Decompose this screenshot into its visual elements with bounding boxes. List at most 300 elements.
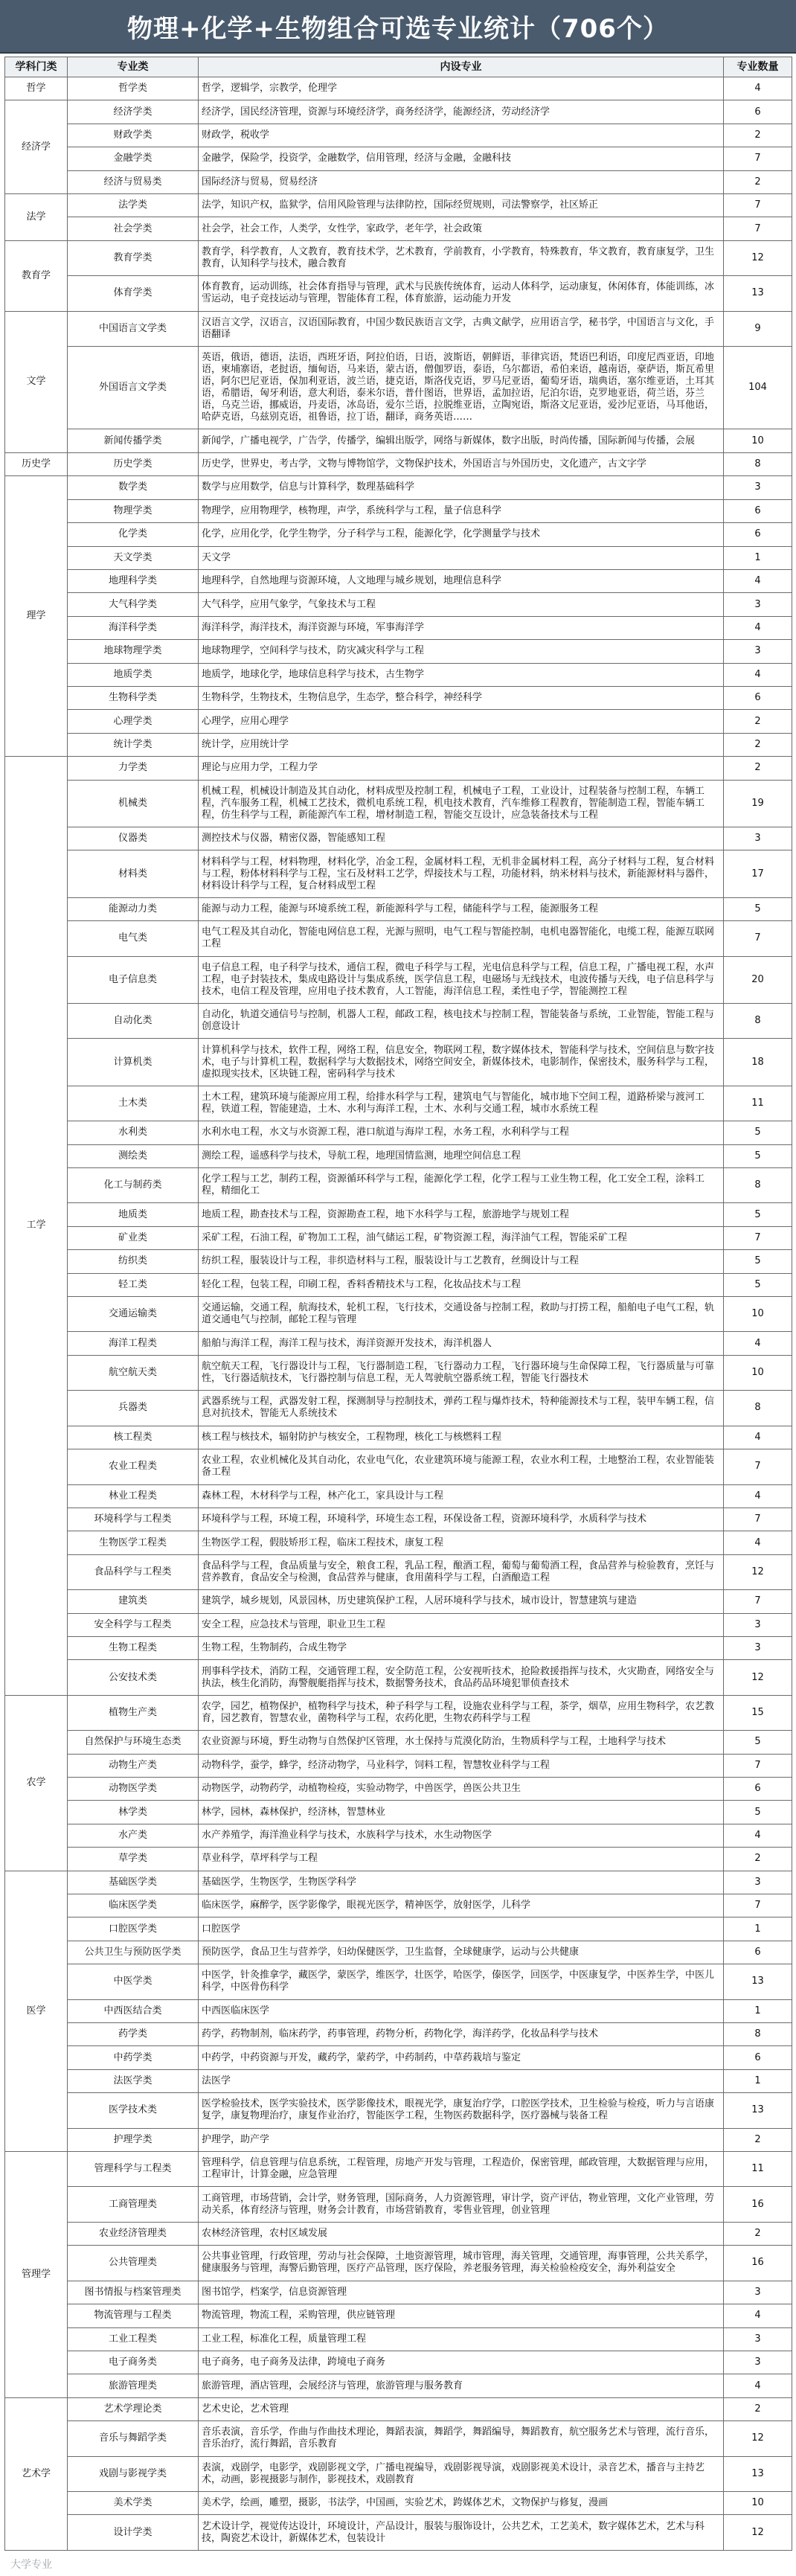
count-cell: 8 bbox=[724, 1391, 792, 1426]
count-cell: 4 bbox=[724, 1332, 792, 1355]
table-row bbox=[5, 147, 792, 170]
count-cell: 10 bbox=[724, 1355, 792, 1390]
category-cell: 经济学类 bbox=[68, 100, 199, 124]
majors-cell: 法医学 bbox=[199, 2069, 724, 2092]
count-cell: 4 bbox=[724, 1484, 792, 1508]
table-row bbox=[5, 1999, 792, 2022]
majors-cell: 农业资源与环境，野生动物与自然保护区管理，水土保持与荒漠化防治，生物质科学与工程，土地科学与技术 bbox=[199, 1731, 724, 1754]
majors-cell: 电子信息工程，电子科学与技术，通信工程，微电子科学与工程，光电信息科学与工程，信息工程，广播电视工程，水声工程，电子封装技术，集成电路设计与集成系统，医学信息工程，电磁场与无线技术，电波传播与天线，电子信息科学与技术，电信工程及管理，应用电子技术教育，人工智能，海洋信息工程，柔性电子学，智能测控工程 bbox=[199, 956, 724, 1003]
count-cell: 5 bbox=[724, 1250, 792, 1273]
table-row bbox=[5, 1484, 792, 1508]
table-row bbox=[5, 780, 792, 827]
table-row bbox=[5, 1355, 792, 1390]
count-cell: 2 bbox=[724, 2222, 792, 2245]
majors-cell: 预防医学，食品卫生与营养学，妇幼保健医学，卫生监督，全球健康学，运动与公共健康 bbox=[199, 1941, 724, 1964]
table-row bbox=[5, 1426, 792, 1449]
category-cell: 水利类 bbox=[68, 1121, 199, 1144]
majors-cell: 金融学，保险学，投资学，金融数学，信用管理，经济与金融，金融科技 bbox=[199, 147, 724, 170]
count-cell: 8 bbox=[724, 2023, 792, 2046]
category-cell: 中西医结合类 bbox=[68, 1999, 199, 2022]
category-cell: 公共卫生与预防医学类 bbox=[68, 1941, 199, 1964]
header-category: 专业类 bbox=[68, 57, 199, 77]
table-row bbox=[5, 1894, 792, 1917]
count-cell: 3 bbox=[724, 1636, 792, 1659]
category-cell: 中药学类 bbox=[68, 2046, 199, 2069]
count-cell: 7 bbox=[724, 1508, 792, 1531]
watermark: 大学专业 bbox=[10, 2559, 52, 2571]
majors-cell: 环境科学与工程，环境工程，环境科学，环境生态工程，环保设备工程，资源环境科学，水质科学与技术 bbox=[199, 1508, 724, 1531]
majors-cell: 美术学，绘画，雕塑，摄影，书法学，中国画，实验艺术，跨媒体艺术，文物保护与修复，漫画 bbox=[199, 2491, 724, 2514]
table-row bbox=[5, 1273, 792, 1296]
category-cell: 仪器类 bbox=[68, 827, 199, 850]
count-cell: 104 bbox=[724, 347, 792, 429]
majors-cell: 水产养殖学，海洋渔业科学与技术，水族科学与技术，水生动物医学 bbox=[199, 1824, 724, 1847]
table-row bbox=[5, 640, 792, 663]
count-cell: 16 bbox=[724, 2246, 792, 2281]
majors-cell: 经济学，国民经济管理，资源与环境经济学，商务经济学，能源经济，劳动经济学 bbox=[199, 100, 724, 124]
count-cell: 10 bbox=[724, 2491, 792, 2514]
table-row bbox=[5, 2515, 792, 2550]
category-cell: 音乐与舞蹈学类 bbox=[68, 2421, 199, 2456]
table-row bbox=[5, 2327, 792, 2351]
majors-cell: 地球物理学，空间科学与技术，防灾减灾科学与工程 bbox=[199, 640, 724, 663]
discipline-cell: 历史学 bbox=[5, 452, 68, 475]
count-cell: 20 bbox=[724, 956, 792, 1003]
table-row bbox=[5, 1848, 792, 1871]
table-row bbox=[5, 1613, 792, 1636]
table-row bbox=[5, 1731, 792, 1754]
category-cell: 图书情报与档案管理类 bbox=[68, 2281, 199, 2304]
category-cell: 环境科学与工程类 bbox=[68, 1508, 199, 1531]
table-row bbox=[5, 499, 792, 522]
category-cell: 外国语言文学类 bbox=[68, 347, 199, 429]
majors-cell: 计算机科学与技术，软件工程，网络工程，信息安全，物联网工程，数字媒体技术，智能科学与技术，空间信息与数字技术，电子与计算机工程，数据科学与大数据技术，网络空间安全，新媒体技术，电影制作，保密技术，服务科学与工程，虚拟现实技术，区块链工程，密码科学与技术 bbox=[199, 1039, 724, 1086]
table-row bbox=[5, 1590, 792, 1613]
category-cell: 海洋工程类 bbox=[68, 1332, 199, 1355]
table-row bbox=[5, 2222, 792, 2245]
count-cell: 11 bbox=[724, 1086, 792, 1121]
majors-cell: 建筑学，城乡规划，风景园林，历史建筑保护工程，人居环境科学与技术，城市设计，智慧建筑与建造 bbox=[199, 1590, 724, 1613]
majors-cell: 法学，知识产权，监狱学，信用风险管理与法律防控，国际经贸规则，司法警察学，社区矫正 bbox=[199, 194, 724, 217]
count-cell: 6 bbox=[724, 100, 792, 124]
table-row bbox=[5, 476, 792, 499]
table-row bbox=[5, 276, 792, 311]
count-cell: 1 bbox=[724, 1999, 792, 2022]
table-row bbox=[5, 1004, 792, 1039]
category-cell: 动物医学类 bbox=[68, 1777, 199, 1800]
category-cell: 林业工程类 bbox=[68, 1484, 199, 1508]
header-content: 内设专业 bbox=[199, 57, 724, 77]
category-cell: 力学类 bbox=[68, 757, 199, 780]
table-row bbox=[5, 240, 792, 275]
category-cell: 工商管理类 bbox=[68, 2187, 199, 2222]
majors-cell: 生物科学，生物技术，生物信息学，生态学，整合科学，神经科学 bbox=[199, 686, 724, 709]
count-cell: 5 bbox=[724, 1203, 792, 1226]
count-cell: 2 bbox=[724, 170, 792, 193]
majors-cell: 采矿工程，石油工程，矿物加工工程，油气储运工程，矿物资源工程，海洋油气工程，智能采矿工程 bbox=[199, 1226, 724, 1249]
majors-cell: 草业科学，草坪科学与工程 bbox=[199, 1848, 724, 1871]
count-cell: 6 bbox=[724, 499, 792, 522]
majors-cell: 大气科学，应用气象学，气象技术与工程 bbox=[199, 593, 724, 616]
category-cell: 天文学类 bbox=[68, 546, 199, 569]
table-row bbox=[5, 593, 792, 616]
count-cell: 8 bbox=[724, 452, 792, 475]
table-row bbox=[5, 616, 792, 639]
majors-cell: 医学检验技术，医学实验技术，医学影像技术，眼视光学，康复治疗学，口腔医学技术，卫生检验与检疫，听力与言语康复学，康复物理治疗，康复作业治疗，智能医学工程，生物医药数据科学，医疗器械与装备工程 bbox=[199, 2093, 724, 2128]
count-cell: 19 bbox=[724, 780, 792, 827]
majors-cell: 国际经济与贸易，贸易经济 bbox=[199, 170, 724, 193]
table-row bbox=[5, 2304, 792, 2327]
count-cell: 12 bbox=[724, 1554, 792, 1589]
table-row bbox=[5, 1144, 792, 1167]
majors-cell: 轻化工程，包装工程，印刷工程，香料香精技术与工程，化妆品技术与工程 bbox=[199, 1273, 724, 1296]
majors-cell: 财政学，税收学 bbox=[199, 124, 724, 147]
table-row bbox=[5, 124, 792, 147]
table-row bbox=[5, 1086, 792, 1121]
page-title: 物理+化学+生物组合可选专业统计（706个） bbox=[127, 13, 669, 44]
count-cell: 13 bbox=[724, 276, 792, 311]
majors-cell: 食品科学与工程，食品质量与安全，粮食工程，乳品工程，酿酒工程，葡萄与葡萄酒工程，食品营养与检验教育，烹饪与营养教育，食品安全与检测，食品营养与健康，食用菌科学与工程，白酒酿造工程 bbox=[199, 1554, 724, 1589]
table-row bbox=[5, 733, 792, 756]
count-cell: 1 bbox=[724, 546, 792, 569]
count-cell: 3 bbox=[724, 1871, 792, 1894]
majors-cell: 武器系统与工程，武器发射工程，探测制导与控制技术，弹药工程与爆炸技术，特种能源技术与工程，装甲车辆工程，信息对抗技术，智能无人系统技术 bbox=[199, 1391, 724, 1426]
category-cell: 金融学类 bbox=[68, 147, 199, 170]
table-row bbox=[5, 569, 792, 592]
majors-cell: 药学，药物制剂，临床药学，药事管理，药物分析，药物化学，海洋药学，化妆品科学与技术 bbox=[199, 2023, 724, 2046]
category-cell: 海洋科学类 bbox=[68, 616, 199, 639]
count-cell: 6 bbox=[724, 686, 792, 709]
count-cell: 2 bbox=[724, 757, 792, 780]
count-cell: 11 bbox=[724, 2152, 792, 2187]
discipline-cell: 工学 bbox=[5, 757, 68, 1696]
table-row bbox=[5, 2281, 792, 2304]
category-cell: 心理学类 bbox=[68, 710, 199, 733]
majors-table bbox=[4, 57, 792, 2551]
majors-cell: 林学，园林，森林保护，经济林，智慧林业 bbox=[199, 1801, 724, 1824]
count-cell: 2 bbox=[724, 733, 792, 756]
category-cell: 电气类 bbox=[68, 921, 199, 956]
count-cell: 7 bbox=[724, 1226, 792, 1249]
table-row bbox=[5, 897, 792, 920]
majors-cell: 农业工程，农业机械化及其自动化，农业电气化，农业建筑环境与能源工程，农业水利工程，土地整治工程，农业智能装备工程 bbox=[199, 1449, 724, 1484]
majors-cell: 土木工程，建筑环境与能源应用工程，给排水科学与工程，建筑电气与智能化，城市地下空间工程，道路桥梁与渡河工程，铁道工程，智能建造，土木、水利与海洋工程，土木、水利与交通工程，城市水系统工程 bbox=[199, 1086, 724, 1121]
category-cell: 艺术学理论类 bbox=[68, 2397, 199, 2420]
majors-cell: 音乐表演，音乐学，作曲与作曲技术理论，舞蹈表演，舞蹈学，舞蹈编导，舞蹈教育，航空服务艺术与管理，流行音乐，音乐治疗，流行舞蹈，音乐教育 bbox=[199, 2421, 724, 2456]
table-row bbox=[5, 1203, 792, 1226]
count-cell: 7 bbox=[724, 1754, 792, 1777]
category-cell: 管理科学与工程类 bbox=[68, 2152, 199, 2187]
category-cell: 植物生产类 bbox=[68, 1695, 199, 1730]
table-row bbox=[5, 850, 792, 897]
category-cell: 物理学类 bbox=[68, 499, 199, 522]
discipline-cell: 法学 bbox=[5, 194, 68, 241]
table-row bbox=[5, 1554, 792, 1589]
category-cell: 林学类 bbox=[68, 1801, 199, 1824]
category-cell: 测绘类 bbox=[68, 1144, 199, 1167]
category-cell: 社会学类 bbox=[68, 217, 199, 240]
table-row bbox=[5, 523, 792, 546]
table-row bbox=[5, 1168, 792, 1203]
majors-cell: 中药学，中药资源与开发，藏药学，蒙药学，中药制药，中草药栽培与鉴定 bbox=[199, 2046, 724, 2069]
count-cell: 4 bbox=[724, 1531, 792, 1554]
table-row bbox=[5, 921, 792, 956]
category-cell: 矿业类 bbox=[68, 1226, 199, 1249]
table-row bbox=[5, 2046, 792, 2069]
table-row bbox=[5, 1695, 792, 1730]
table-row bbox=[5, 956, 792, 1003]
table-row bbox=[5, 1508, 792, 1531]
category-cell: 戏剧与影视学类 bbox=[68, 2456, 199, 2491]
count-cell: 1 bbox=[724, 1917, 792, 1941]
count-cell: 5 bbox=[724, 1801, 792, 1824]
majors-cell: 核工程与核技术，辐射防护与核安全，工程物理，核化工与核燃料工程 bbox=[199, 1426, 724, 1449]
majors-cell: 农学，园艺，植物保护，植物科学与技术，种子科学与工程，设施农业科学与工程，茶学，烟草，应用生物科学，农艺教育，园艺教育，智慧农业，菌物科学与工程，农药化肥，生物农药科学与工程 bbox=[199, 1695, 724, 1730]
category-cell: 化工与制药类 bbox=[68, 1168, 199, 1203]
category-cell: 药学类 bbox=[68, 2023, 199, 2046]
discipline-cell: 教育学 bbox=[5, 240, 68, 311]
count-cell: 4 bbox=[724, 77, 792, 100]
category-cell: 生物科学类 bbox=[68, 686, 199, 709]
count-cell: 2 bbox=[724, 1848, 792, 1871]
count-cell: 3 bbox=[724, 1613, 792, 1636]
category-cell: 数学类 bbox=[68, 476, 199, 499]
category-cell: 水产类 bbox=[68, 1824, 199, 1847]
majors-cell: 哲学，逻辑学，宗教学，伦理学 bbox=[199, 77, 724, 100]
table-row bbox=[5, 2069, 792, 2092]
category-cell: 教育学类 bbox=[68, 240, 199, 275]
count-cell: 5 bbox=[724, 1144, 792, 1167]
count-cell: 2 bbox=[724, 710, 792, 733]
category-cell: 能源动力类 bbox=[68, 897, 199, 920]
category-cell: 体育学类 bbox=[68, 276, 199, 311]
majors-cell: 电气工程及其自动化，智能电网信息工程，光源与照明，电气工程与智能控制，电机电器智能化，电缆工程，能源互联网工程 bbox=[199, 921, 724, 956]
majors-cell: 地质工程，勘查技术与工程，资源勘查工程，地下水科学与工程，旅游地学与规划工程 bbox=[199, 1203, 724, 1226]
majors-cell: 工商管理，市场营销，会计学，财务管理，国际商务，人力资源管理，审计学，资产评估，物业管理，文化产业管理，劳动关系，体育经济与管理，财务会计教育，市场营销教育，零售业管理，创业管理 bbox=[199, 2187, 724, 2222]
count-cell: 7 bbox=[724, 1449, 792, 1484]
discipline-cell: 经济学 bbox=[5, 100, 68, 194]
table-row bbox=[5, 1777, 792, 1800]
majors-cell: 汉语言文学，汉语言，汉语国际教育，中国少数民族语言文学，古典文献学，应用语言学，秘书学，中国语言与文化，手语翻译 bbox=[199, 311, 724, 346]
category-cell: 临床医学类 bbox=[68, 1894, 199, 1917]
count-cell: 18 bbox=[724, 1039, 792, 1086]
majors-cell: 图书馆学，档案学，信息资源管理 bbox=[199, 2281, 724, 2304]
majors-cell: 农林经济管理，农村区域发展 bbox=[199, 2222, 724, 2245]
category-cell: 食品科学与工程类 bbox=[68, 1554, 199, 1589]
table-row bbox=[5, 1917, 792, 1941]
category-cell: 历史学类 bbox=[68, 452, 199, 475]
category-cell: 化学类 bbox=[68, 523, 199, 546]
majors-cell: 理论与应用力学，工程力学 bbox=[199, 757, 724, 780]
count-cell: 3 bbox=[724, 827, 792, 850]
category-cell: 土木类 bbox=[68, 1086, 199, 1121]
category-cell: 机械类 bbox=[68, 780, 199, 827]
majors-cell: 英语，俄语，德语，法语，西班牙语，阿拉伯语，日语，波斯语，朝鲜语，菲律宾语，梵语巴利语，印度尼西亚语，印地语，柬埔寨语，老挝语，缅甸语，马来语，蒙古语，僧伽罗语，泰语，乌尔都语，希伯来语，越南语，豪萨语，斯瓦希里语，阿尔巴尼亚语，保加利亚语，波兰语，捷克语，斯洛伐克语，罗马尼亚语，葡萄牙语，瑞典语，塞尔维亚语，土耳其语，希腊语，匈牙利语，意大利语，泰米尔语，普什图语，世界语，孟加拉语，尼泊尔语，克罗地亚语，荷兰语，芬兰语，乌克兰语，挪威语，丹麦语，冰岛语，爱尔兰语，拉脱维亚语，立陶宛语，斯洛文尼亚语，爱沙尼亚语，马耳他语，哈萨克语，乌兹别克语，祖鲁语，拉丁语，翻译，商务英语…… bbox=[199, 347, 724, 429]
category-cell: 动物生产类 bbox=[68, 1754, 199, 1777]
table-row bbox=[5, 2351, 792, 2374]
count-cell: 6 bbox=[724, 2046, 792, 2069]
table-row bbox=[5, 1250, 792, 1273]
majors-cell: 艺术史论，艺术管理 bbox=[199, 2397, 724, 2420]
count-cell: 5 bbox=[724, 897, 792, 920]
table-body bbox=[5, 77, 792, 2551]
majors-cell: 生物工程，生物制药，合成生物学 bbox=[199, 1636, 724, 1659]
count-cell: 5 bbox=[724, 1731, 792, 1754]
category-cell: 建筑类 bbox=[68, 1590, 199, 1613]
count-cell: 2 bbox=[724, 2397, 792, 2420]
discipline-cell: 管理学 bbox=[5, 2152, 68, 2398]
majors-cell: 材料科学与工程，材料物理，材料化学，冶金工程，金属材料工程，无机非金属材料工程，高分子材料与工程，复合材料与工程，粉体材料科学与工程，宝石及材料工艺学，焊接技术与工程，功能材料，纳米材料与技术，新能源材料与器件，材料设计科学与工程，复合材料成型工程 bbox=[199, 850, 724, 897]
table-row bbox=[5, 1121, 792, 1144]
discipline-cell: 哲学 bbox=[5, 77, 68, 100]
count-cell: 12 bbox=[724, 1660, 792, 1695]
table-row bbox=[5, 2374, 792, 2397]
category-cell: 安全科学与工程类 bbox=[68, 1613, 199, 1636]
count-cell: 5 bbox=[724, 1121, 792, 1144]
count-cell: 1 bbox=[724, 2069, 792, 2092]
table-row bbox=[5, 663, 792, 686]
table-row bbox=[5, 710, 792, 733]
table-row bbox=[5, 1332, 792, 1355]
majors-cell: 物理学，应用物理学，核物理，声学，系统科学与工程，量子信息科学 bbox=[199, 499, 724, 522]
category-cell: 护理学类 bbox=[68, 2128, 199, 2151]
category-cell: 统计学类 bbox=[68, 733, 199, 756]
majors-cell: 旅游管理，酒店管理，会展经济与管理，旅游管理与服务教育 bbox=[199, 2374, 724, 2397]
table-row bbox=[5, 1226, 792, 1249]
category-cell: 大气科学类 bbox=[68, 593, 199, 616]
majors-cell: 测控技术与仪器，精密仪器，智能感知工程 bbox=[199, 827, 724, 850]
category-cell: 地质类 bbox=[68, 1203, 199, 1226]
majors-cell: 化学工程与工艺，制药工程，资源循环科学与工程，能源化学工程，化学工程与工业生物工程，化工安全工程，涂料工程，精细化工 bbox=[199, 1168, 724, 1203]
count-cell: 12 bbox=[724, 240, 792, 275]
table-row bbox=[5, 100, 792, 124]
table-row bbox=[5, 1941, 792, 1964]
table-row bbox=[5, 827, 792, 850]
majors-cell: 临床医学，麻醉学，医学影像学，眼视光医学，精神医学，放射医学，儿科学 bbox=[199, 1894, 724, 1917]
category-cell: 基础医学类 bbox=[68, 1871, 199, 1894]
table-row bbox=[5, 1801, 792, 1824]
title-banner bbox=[0, 0, 796, 54]
category-cell: 口腔医学类 bbox=[68, 1917, 199, 1941]
count-cell: 7 bbox=[724, 194, 792, 217]
table-row bbox=[5, 429, 792, 452]
majors-cell: 交通运输，交通工程，航海技术，轮机工程，飞行技术，交通设备与控制工程，救助与打捞工程，船舶电子电气工程，轨道交通电气与控制，邮轮工程与管理 bbox=[199, 1297, 724, 1332]
count-cell: 3 bbox=[724, 2327, 792, 2351]
majors-cell: 历史学，世界史，考古学，文物与博物馆学，文物保护技术，外国语言与外国历史，文化遗产，古文字学 bbox=[199, 452, 724, 475]
table-header-row bbox=[5, 57, 792, 77]
category-cell: 医学技术类 bbox=[68, 2093, 199, 2128]
majors-cell: 基础医学，生物医学，生物医学科学 bbox=[199, 1871, 724, 1894]
count-cell: 4 bbox=[724, 1824, 792, 1847]
count-cell: 3 bbox=[724, 476, 792, 499]
majors-cell: 工业工程，标准化工程，质量管理工程 bbox=[199, 2327, 724, 2351]
majors-cell: 地质学，地球化学，地球信息科学与技术，古生物学 bbox=[199, 663, 724, 686]
count-cell: 3 bbox=[724, 2351, 792, 2374]
majors-cell: 护理学，助产学 bbox=[199, 2128, 724, 2151]
count-cell: 12 bbox=[724, 2421, 792, 2456]
table-row bbox=[5, 452, 792, 475]
table-row bbox=[5, 757, 792, 780]
majors-cell: 纺织工程，服装设计与工程，非织造材料与工程，服装设计与工艺教育，丝绸设计与工程 bbox=[199, 1250, 724, 1273]
category-cell: 生物工程类 bbox=[68, 1636, 199, 1659]
majors-cell: 化学，应用化学，化学生物学，分子科学与工程，能源化学，化学测量学与技术 bbox=[199, 523, 724, 546]
count-cell: 4 bbox=[724, 1426, 792, 1449]
category-cell: 中国语言文学类 bbox=[68, 311, 199, 346]
table-row bbox=[5, 1824, 792, 1847]
count-cell: 3 bbox=[724, 593, 792, 616]
majors-cell: 公共事业管理，行政管理，劳动与社会保障，土地资源管理，城市管理，海关管理，交通管理，海事管理，公共关系学，健康服务与管理，海警后勤管理，医疗产品管理，医疗保险，养老服务管理，海关检验检疫安全，海外利益安全 bbox=[199, 2246, 724, 2281]
category-cell: 交通运输类 bbox=[68, 1297, 199, 1332]
majors-cell: 动物医学，动物药学，动植物检疫，实验动物学，中兽医学，兽医公共卫生 bbox=[199, 1777, 724, 1800]
majors-cell: 新闻学，广播电视学，广告学，传播学，编辑出版学，网络与新媒体，数字出版，时尚传播，国际新闻与传播，会展 bbox=[199, 429, 724, 452]
count-cell: 13 bbox=[724, 1964, 792, 1999]
table-row bbox=[5, 347, 792, 429]
discipline-cell: 农学 bbox=[5, 1695, 68, 1871]
category-cell: 法医学类 bbox=[68, 2069, 199, 2092]
category-cell: 兵器类 bbox=[68, 1391, 199, 1426]
category-cell: 地球物理学类 bbox=[68, 640, 199, 663]
count-cell: 16 bbox=[724, 2187, 792, 2222]
table-row bbox=[5, 2456, 792, 2491]
table-row bbox=[5, 1660, 792, 1695]
category-cell: 地质学类 bbox=[68, 663, 199, 686]
table-row bbox=[5, 194, 792, 217]
table-row bbox=[5, 170, 792, 193]
count-cell: 6 bbox=[724, 1941, 792, 1964]
majors-cell: 航空航天工程，飞行器设计与工程，飞行器制造工程，飞行器动力工程，飞行器环境与生命保障工程，飞行器质量与可靠性，飞行器适航技术，飞行器控制与信息工程，无人驾驶航空器系统工程，智能飞行器技术 bbox=[199, 1355, 724, 1390]
table-row bbox=[5, 1531, 792, 1554]
majors-cell: 中西医临床医学 bbox=[199, 1999, 724, 2022]
count-cell: 13 bbox=[724, 2456, 792, 2491]
majors-cell: 船舶与海洋工程，海洋工程与技术，海洋资源开发技术，海洋机器人 bbox=[199, 1332, 724, 1355]
category-cell: 自动化类 bbox=[68, 1004, 199, 1039]
count-cell: 10 bbox=[724, 429, 792, 452]
count-cell: 12 bbox=[724, 2515, 792, 2550]
table-row bbox=[5, 2152, 792, 2187]
category-cell: 草学类 bbox=[68, 1848, 199, 1871]
count-cell: 2 bbox=[724, 2128, 792, 2151]
discipline-cell: 艺术学 bbox=[5, 2397, 68, 2550]
table-row bbox=[5, 311, 792, 346]
category-cell: 美术学类 bbox=[68, 2491, 199, 2514]
category-cell: 中医学类 bbox=[68, 1964, 199, 1999]
category-cell: 材料类 bbox=[68, 850, 199, 897]
majors-cell: 中医学，针灸推拿学，藏医学，蒙医学，维医学，壮医学，哈医学，傣医学，回医学，中医康复学，中医养生学，中医儿科学，中医骨伤科学 bbox=[199, 1964, 724, 1999]
category-cell: 航空航天类 bbox=[68, 1355, 199, 1390]
table-row bbox=[5, 686, 792, 709]
table-row bbox=[5, 1449, 792, 1484]
category-cell: 设计学类 bbox=[68, 2515, 199, 2550]
table-row bbox=[5, 546, 792, 569]
table-row bbox=[5, 77, 792, 100]
table-row bbox=[5, 1297, 792, 1332]
count-cell: 6 bbox=[724, 523, 792, 546]
majors-cell: 心理学，应用心理学 bbox=[199, 710, 724, 733]
majors-cell: 物流管理，物流工程，采购管理，供应链管理 bbox=[199, 2304, 724, 2327]
table-row bbox=[5, 2421, 792, 2456]
count-cell: 6 bbox=[724, 1777, 792, 1800]
majors-cell: 数学与应用数学，信息与计算科学，数理基础科学 bbox=[199, 476, 724, 499]
majors-cell: 艺术设计学，视觉传达设计，环境设计，产品设计，服装与服饰设计，公共艺术，工艺美术，数字媒体艺术，艺术与科技，陶瓷艺术设计，新媒体艺术，包装设计 bbox=[199, 2515, 724, 2550]
majors-cell: 刑事科学技术，消防工程，交通管理工程，安全防范工程，公安视听技术，抢险救援指挥与技术，火灾勘查，网络安全与执法，核生化消防，海警舰艇指挥与技术，数据警务技术，食品药品环境犯罪侦查技术 bbox=[199, 1660, 724, 1695]
count-cell: 2 bbox=[724, 124, 792, 147]
majors-cell: 管理科学，信息管理与信息系统，工程管理，房地产开发与管理，工程造价，保密管理，邮政管理，大数据管理与应用，工程审计，计算金融，应急管理 bbox=[199, 2152, 724, 2187]
category-cell: 农业经济管理类 bbox=[68, 2222, 199, 2245]
category-cell: 纺织类 bbox=[68, 1250, 199, 1273]
majors-cell: 安全工程，应急技术与管理，职业卫生工程 bbox=[199, 1613, 724, 1636]
count-cell: 15 bbox=[724, 1695, 792, 1730]
majors-cell: 能源与动力工程，能源与环境系统工程，新能源科学与工程，储能科学与工程，能源服务工程 bbox=[199, 897, 724, 920]
